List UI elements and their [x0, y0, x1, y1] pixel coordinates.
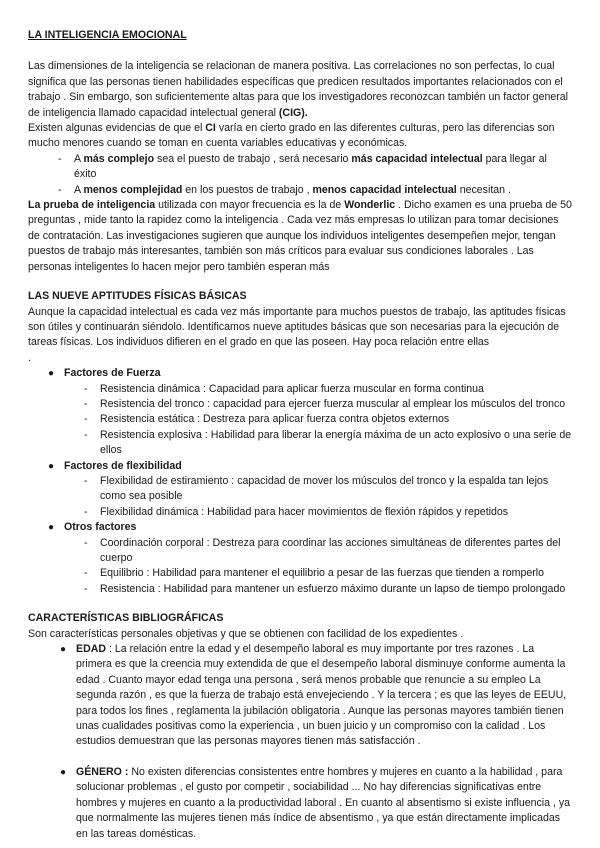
- section-title-bibliograficas: CARACTERÍSTICAS BIBLIOGRÁFICAS: [28, 612, 224, 625]
- list-item: - Resistencia : Habilidad para mantener un esfuerzo máximo durante un lapso de tiempo prolongado: [84, 582, 572, 597]
- list-item: - A menos complejidad en los puestos de trabajo , menos capacidad intelectual necesitan .: [58, 183, 572, 198]
- bullet-icon: ●: [60, 644, 67, 656]
- bibliographic-list: [28, 642, 572, 842]
- bullet-icon: ●: [48, 460, 55, 472]
- list-item: - Resistencia dinámica : Capacidad para aplicar fuerza muscular en forma continua: [84, 382, 572, 397]
- bullet-icon: ●: [60, 766, 67, 778]
- group-flexibilidad: ● Factores de flexibilidad - Flexibilidad de estiramiento : capacidad de mover los músculos del tronco y la espalda tan lejos como sea posible - Flexibilidad dinámica : Habilidad para hacer movimientos de flexión rápidos y repetidos: [46, 459, 572, 521]
- item-genero: ● GÉNERO : No existen diferencias consistentes entre hombres y mujeres en cuanto a la habilidad , para solucionar problemas , el gusto por competir , sociabilidad ... No hay diferencias significativas entre hombres y mujeres en cuanto a la productividad laboral . En cuanto al absentismo si existe influencia , ya que normalmente las mujeres tienen más índice de absentismo , ya que están directamente implicadas en las tareas domésticas.: [60, 765, 571, 840]
- item-edad: ● EDAD : La relación entre la edad y el desempeño laboral es muy importante por tres razones . La primera es que la creencia muy extendida de que el desempeño laboral disminuye conforme aumenta la edad . Cuanto mayor edad tenga una persona , será menos probable que renuncie a su empleo La segunda razón , es que la fuerza de trabajo está envejeciendo . Y la tercera ; es que las leyes de EEUU, para todos los fines , reglamenta la jubilación obligatoria . Aunque las personas mayores también tienen unas cualidades positivas como la experiencia , un buen juicio y un compromiso con la calidad . Los estudios demuestran que las personas mayores tienen más satisfacción .: [60, 643, 567, 748]
- list-item: - A más complejo sea el puesto de trabajo , será necesario más capacidad intelectual para llegar al éxito: [58, 152, 572, 183]
- paragraph-wonderlic: La prueba de inteligencia utilizada con mayor frecuencia es la de Wonderlic . Dicho examen es una prueba de 50 preguntas , mide tanto la rapidez como la inteligencia . Cada vez más empresas lo utilizan para tomar decisiones de contratación. Las investigaciones sugieren que aunque los individuos inteligentes desempeñen mejor, tengan puestos de trabajo más interesantes, también son más críticos para evaluar sus condiciones laborales . Las personas inteligentes lo hacen mejor pero también esperan más: [28, 199, 572, 273]
- list-item: - Resistencia estática : Destreza para aplicar fuerza contra objetos externos: [84, 412, 572, 427]
- group-otros: ● Otros factores - Coordinación corporal : Destreza para coordinar las acciones simultáneas de diferentes partes del cuerpo - Equilibrio : Habilidad para mantener el equilibrio a pesar de las fuerzas que tienden a romperlo - Resistencia : Habilidad para mantener un esfuerzo máximo durante un lapso de tiempo prolongado: [46, 520, 572, 597]
- bullet-icon: ●: [48, 522, 55, 534]
- paragraph-evidencias: Existen algunas evidencias de que el CI varía en cierto grado en las diferentes culturas, pero las diferencias son mucho menores cuando se toman en cuenta variables educativas y económicas.: [28, 122, 555, 150]
- bullet-icon: ●: [48, 368, 55, 380]
- list-item: - Coordinación corporal : Destreza para coordinar las acciones simultáneas de diferentes partes del cuerpo: [84, 536, 572, 567]
- list-item: - Flexibilidad dinámica : Habilidad para hacer movimientos de flexión rápidos y repetidos: [84, 505, 572, 520]
- complexity-list: [28, 152, 572, 198]
- list-item: - Resistencia explosiva : Habilidad para liberar la energía máxima de un acto explosivo o una serie de ellos: [84, 428, 572, 459]
- group-fuerza: ● Factores de Fuerza - Resistencia dinámica : Capacidad para aplicar fuerza muscular en forma continua - Resistencia del tronco : capacidad para ejercer fuerza muscular al emplear los músculos del tronco - Resistencia estática : Destreza para aplicar fuerza contra objetos externos - Resistencia explosiva : Habilidad para liberar la energía máxima de un acto explosivo o una serie de ellos: [46, 366, 572, 458]
- paragraph-bibliograficas-intro: Son características personales objetivas y que se obtienen con facilidad de los expedientes .: [28, 627, 464, 640]
- aptitudes-groups: [28, 366, 572, 597]
- list-item: - Resistencia del tronco : capacidad para ejercer fuerza muscular al emplear los músculos del tronco: [84, 397, 572, 412]
- paragraph-aptitudes-intro: Aunque la capacidad intelectual es cada vez más importante para muchos puestos de trabajo, las aptitudes físicas son útiles y continuarán siéndolo. Identificamos nueve aptitudes básicas que son necesarias para la ejecución de tareas físicas. Los individuos difieren en el grado en que las poseen. Hay poca relación entre ellas .: [28, 305, 566, 364]
- paragraph-dimensiones: Las dimensiones de la inteligencia se relacionan de manera positiva. Las correlaciones no son perfectas, lo cual significa que las personas tienen habilidades específicas que predicen resultados importantes relacionados con el trabajo . Sin embargo, son suficientemente altas para que los investigadores reconozcan también un factor general de inteligencia llamado capacidad intelectual general (CIG).: [28, 60, 569, 119]
- list-item: - Flexibilidad de estiramiento : capacidad de mover los músculos del tronco y la espalda tan lejos como sea posible: [84, 474, 572, 505]
- section-title-inteligencia: LA INTELIGENCIA EMOCIONAL: [28, 29, 187, 41]
- list-item: - Equilibrio : Habilidad para mantener el equilibrio a pesar de las fuerzas que tienden a romperlo: [84, 566, 572, 581]
- section-title-aptitudes: LAS NUEVE APTITUDES FÍSICAS BÁSICAS: [28, 290, 247, 303]
